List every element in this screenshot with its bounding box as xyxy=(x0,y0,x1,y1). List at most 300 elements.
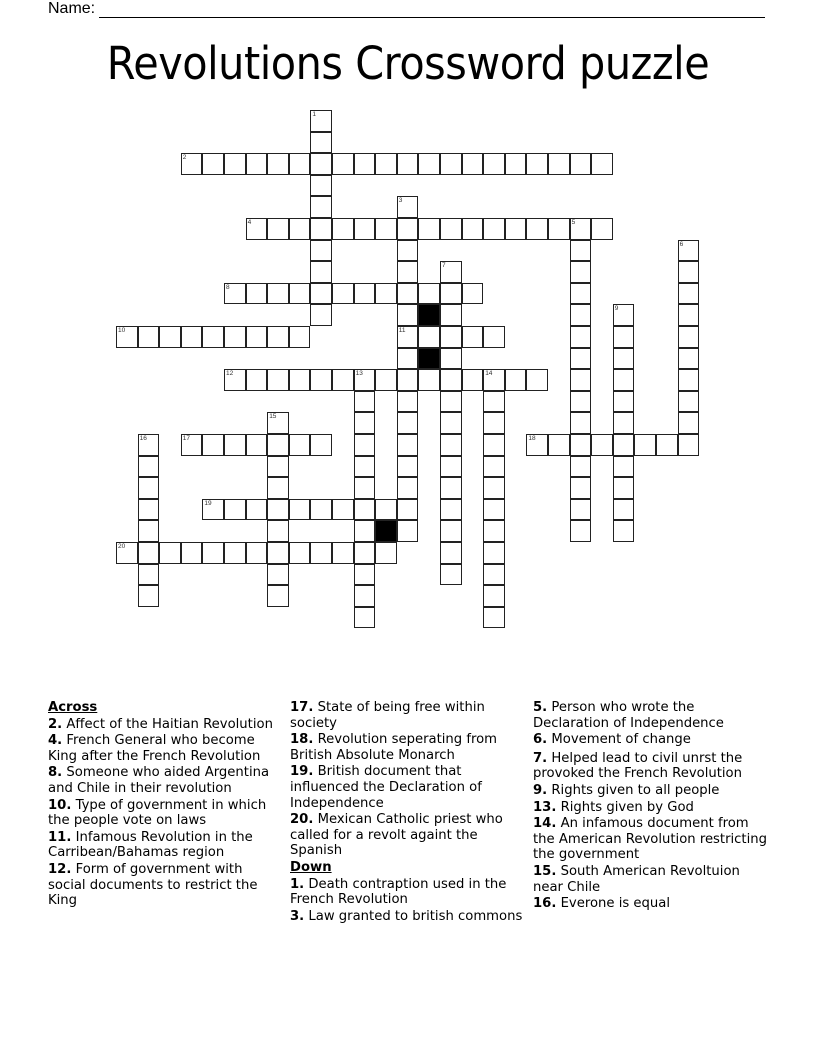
grid-cell[interactable] xyxy=(181,542,203,564)
grid-cell[interactable] xyxy=(397,283,419,305)
grid-cell[interactable] xyxy=(224,434,246,456)
clue-down-16 xyxy=(533,896,773,912)
clue-number: 8. xyxy=(48,765,63,781)
grid-cell[interactable] xyxy=(310,132,332,154)
grid-cell[interactable] xyxy=(181,326,203,348)
clue-number-label: 4 xyxy=(247,219,252,226)
grid-cell[interactable] xyxy=(202,326,224,348)
clues-column-3 xyxy=(533,700,773,913)
grid-cell[interactable] xyxy=(138,326,160,348)
clue-number: 16. xyxy=(533,896,557,912)
grid-cell[interactable] xyxy=(440,477,462,499)
grid-cell[interactable] xyxy=(289,542,311,564)
clue-across-18 xyxy=(290,732,526,763)
grid-cell[interactable] xyxy=(375,369,397,391)
grid-cell[interactable] xyxy=(483,456,505,478)
grid-cell[interactable] xyxy=(159,326,181,348)
grid-cell[interactable] xyxy=(570,326,592,348)
grid-cell[interactable] xyxy=(397,520,419,542)
grid-cell[interactable] xyxy=(310,218,332,240)
grid-cell[interactable] xyxy=(397,369,419,391)
grid-cell[interactable] xyxy=(224,153,246,175)
grid-cell[interactable] xyxy=(397,153,419,175)
grid-cell[interactable] xyxy=(570,391,592,413)
across-heading: Across xyxy=(48,700,98,715)
clue-number: 9. xyxy=(533,782,548,798)
grid-cell[interactable] xyxy=(202,434,224,456)
grid-cell[interactable] xyxy=(462,218,484,240)
grid-cell[interactable] xyxy=(462,153,484,175)
clue-number: 2. xyxy=(48,716,63,732)
grid-cell[interactable] xyxy=(483,542,505,564)
grid-cell[interactable] xyxy=(505,153,527,175)
clue-number: 11. xyxy=(48,829,72,845)
grid-cell[interactable] xyxy=(202,499,224,521)
grid-cell[interactable] xyxy=(267,369,289,391)
grid-cell[interactable] xyxy=(267,153,289,175)
grid-cell[interactable] xyxy=(613,456,635,478)
grid-cell[interactable] xyxy=(570,304,592,326)
grid-cell[interactable] xyxy=(224,369,246,391)
grid-cell[interactable] xyxy=(678,434,700,456)
grid-cell[interactable] xyxy=(289,499,311,521)
clue-number: 17. xyxy=(290,700,314,715)
clue-number: 19. xyxy=(290,764,314,780)
grid-cell[interactable] xyxy=(332,218,354,240)
clue-number-label: 5 xyxy=(571,219,576,226)
grid-cell[interactable] xyxy=(613,477,635,499)
grid-cell[interactable] xyxy=(289,283,311,305)
grid-cell[interactable] xyxy=(116,326,138,348)
down-heading: Down xyxy=(290,859,332,875)
grid-cell[interactable] xyxy=(418,283,440,305)
clue-number: 3. xyxy=(290,908,305,924)
grid-cell[interactable] xyxy=(375,153,397,175)
grid-cell[interactable] xyxy=(375,283,397,305)
clue-number-label: 1 xyxy=(312,111,317,118)
name-field[interactable] xyxy=(48,0,765,18)
black-cell xyxy=(418,348,440,370)
grid-cell[interactable] xyxy=(418,326,440,348)
clue-number-label: 10 xyxy=(118,327,126,334)
grid-cell[interactable] xyxy=(246,542,268,564)
clue-text: Death contraption used in the French Revolution xyxy=(290,876,507,908)
grid-cell[interactable] xyxy=(246,283,268,305)
grid-cell[interactable] xyxy=(613,499,635,521)
grid-cell[interactable] xyxy=(138,542,160,564)
grid-cell[interactable] xyxy=(440,261,462,283)
grid-cell[interactable] xyxy=(462,369,484,391)
grid-cell[interactable] xyxy=(397,326,419,348)
clue-across-10 xyxy=(48,798,284,829)
crossword-grid xyxy=(116,110,716,650)
grid-cell[interactable] xyxy=(570,240,592,262)
grid-cell[interactable] xyxy=(202,153,224,175)
clue-number-label: 16 xyxy=(139,435,147,442)
grid-cell[interactable] xyxy=(332,499,354,521)
grid-cell[interactable] xyxy=(289,434,311,456)
clue-down-14 xyxy=(533,816,773,863)
black-cell xyxy=(418,304,440,326)
grid-cell[interactable] xyxy=(440,348,462,370)
grid-cell[interactable] xyxy=(354,283,376,305)
clue-number-label: 20 xyxy=(118,543,126,550)
grid-cell[interactable] xyxy=(332,542,354,564)
grid-cell[interactable] xyxy=(138,564,160,586)
clue-across-19 xyxy=(290,764,526,811)
grid-cell[interactable] xyxy=(462,283,484,305)
clue-text: British document that influenced the Declaration of Independence xyxy=(290,764,482,811)
grid-cell[interactable] xyxy=(224,326,246,348)
grid-cell[interactable] xyxy=(354,542,376,564)
black-cell xyxy=(375,520,397,542)
grid-cell[interactable] xyxy=(613,369,635,391)
grid-cell[interactable] xyxy=(310,110,332,132)
grid-cell[interactable] xyxy=(678,326,700,348)
grid-cell[interactable] xyxy=(116,542,138,564)
grid-cell[interactable] xyxy=(138,456,160,478)
grid-cell[interactable] xyxy=(354,391,376,413)
grid-cell[interactable] xyxy=(570,369,592,391)
grid-cell[interactable] xyxy=(548,434,570,456)
grid-cell[interactable] xyxy=(440,564,462,586)
clue-across-4 xyxy=(48,733,284,764)
grid-cell[interactable] xyxy=(526,369,548,391)
grid-cell[interactable] xyxy=(483,369,505,391)
grid-cell[interactable] xyxy=(267,456,289,478)
grid-cell[interactable] xyxy=(310,240,332,262)
grid-cell[interactable] xyxy=(246,369,268,391)
clue-text: Law granted to british commons xyxy=(308,908,523,924)
grid-cell[interactable] xyxy=(310,283,332,305)
grid-cell[interactable] xyxy=(526,153,548,175)
grid-cell[interactable] xyxy=(246,326,268,348)
clue-text: Someone who aided Argentina and Chile in their revolution xyxy=(48,765,270,796)
grid-cell[interactable] xyxy=(462,326,484,348)
grid-cell[interactable] xyxy=(310,499,332,521)
clue-text: Type of government in which the people vote on laws xyxy=(48,797,267,829)
grid-cell[interactable] xyxy=(440,326,462,348)
grid-cell[interactable] xyxy=(138,477,160,499)
grid-cell[interactable] xyxy=(354,564,376,586)
grid-cell[interactable] xyxy=(246,434,268,456)
name-label: Name: xyxy=(48,0,96,17)
clue-text: Rights given by God xyxy=(560,799,694,815)
grid-cell[interactable] xyxy=(310,542,332,564)
grid-cell[interactable] xyxy=(483,585,505,607)
clue-down-1 xyxy=(290,877,526,908)
grid-cell[interactable] xyxy=(505,369,527,391)
grid-cell[interactable] xyxy=(591,218,613,240)
clue-number: 12. xyxy=(48,861,72,877)
grid-cell[interactable] xyxy=(354,520,376,542)
grid-cell[interactable] xyxy=(310,304,332,326)
clue-text: Form of government with social documents to restrict the King xyxy=(48,861,258,909)
grid-cell[interactable] xyxy=(246,218,268,240)
grid-cell[interactable] xyxy=(440,304,462,326)
grid-cell[interactable] xyxy=(418,153,440,175)
grid-cell[interactable] xyxy=(440,283,462,305)
clue-number-label: 11 xyxy=(398,327,406,334)
clue-number: 14. xyxy=(533,816,557,832)
grid-cell[interactable] xyxy=(613,304,635,326)
grid-cell[interactable] xyxy=(354,153,376,175)
clue-down-3 xyxy=(290,909,526,925)
grid-cell[interactable] xyxy=(483,218,505,240)
clue-down-15 xyxy=(533,864,773,895)
grid-cell[interactable] xyxy=(526,218,548,240)
grid-cell[interactable] xyxy=(570,477,592,499)
grid-cell[interactable] xyxy=(310,153,332,175)
grid-cell[interactable] xyxy=(332,283,354,305)
grid-cell[interactable] xyxy=(224,499,246,521)
grid-cell[interactable] xyxy=(375,218,397,240)
grid-cell[interactable] xyxy=(397,477,419,499)
grid-cell[interactable] xyxy=(397,348,419,370)
page-title: Revolutions Crossword puzzle xyxy=(106,37,710,90)
grid-cell[interactable] xyxy=(159,542,181,564)
grid-cell[interactable] xyxy=(397,261,419,283)
grid-cell[interactable] xyxy=(570,261,592,283)
grid-cell[interactable] xyxy=(181,153,203,175)
grid-cell[interactable] xyxy=(440,369,462,391)
clue-number: 5. xyxy=(533,700,548,715)
grid-cell[interactable] xyxy=(267,477,289,499)
grid-cell[interactable] xyxy=(138,499,160,521)
grid-cell[interactable] xyxy=(375,542,397,564)
grid-cell[interactable] xyxy=(332,369,354,391)
clue-text: Revolution seperating from British Absolute Monarch xyxy=(290,732,498,763)
clue-text: French General who become King after the French Revolution xyxy=(48,733,261,764)
grid-cell[interactable] xyxy=(656,434,678,456)
clue-number: 4. xyxy=(48,733,63,749)
grid-cell[interactable] xyxy=(613,412,635,434)
grid-cell[interactable] xyxy=(375,499,397,521)
grid-cell[interactable] xyxy=(570,499,592,521)
grid-cell[interactable] xyxy=(613,391,635,413)
grid-cell[interactable] xyxy=(246,153,268,175)
clue-text: State of being free within society xyxy=(290,700,485,731)
grid-cell[interactable] xyxy=(613,326,635,348)
grid-cell[interactable] xyxy=(397,499,419,521)
grid-cell[interactable] xyxy=(678,369,700,391)
grid-cell[interactable] xyxy=(224,283,246,305)
grid-cell[interactable] xyxy=(397,218,419,240)
grid-cell[interactable] xyxy=(418,218,440,240)
grid-cell[interactable] xyxy=(246,499,268,521)
clue-text: Everone is equal xyxy=(560,896,671,912)
grid-cell[interactable] xyxy=(570,520,592,542)
clue-down-13 xyxy=(533,800,773,816)
grid-cell[interactable] xyxy=(440,542,462,564)
grid-cell[interactable] xyxy=(310,434,332,456)
grid-cell[interactable] xyxy=(354,369,376,391)
clue-number-label: 13 xyxy=(355,370,363,378)
grid-cell[interactable] xyxy=(354,585,376,607)
clue-number: 18. xyxy=(290,732,314,748)
grid-cell[interactable] xyxy=(397,196,419,218)
clue-number-label: 9 xyxy=(614,305,619,313)
grid-cell[interactable] xyxy=(397,304,419,326)
grid-cell[interactable] xyxy=(267,585,289,607)
grid-cell[interactable] xyxy=(678,304,700,326)
grid-cell[interactable] xyxy=(267,218,289,240)
clue-number-label: 2 xyxy=(182,154,187,162)
clue-number-label: 17 xyxy=(182,435,191,442)
grid-cell[interactable] xyxy=(397,434,419,456)
clue-text: Mexican Catholic priest who called for a revolt againt the Spanish xyxy=(290,812,503,859)
clue-number-label: 15 xyxy=(269,413,277,421)
grid-cell[interactable] xyxy=(440,434,462,456)
clue-text: South American Revoltuion near Chile xyxy=(533,863,740,895)
grid-cell[interactable] xyxy=(483,607,505,629)
grid-cell[interactable] xyxy=(354,456,376,478)
grid-cell[interactable] xyxy=(267,434,289,456)
grid-cell[interactable] xyxy=(440,520,462,542)
grid-cell[interactable] xyxy=(354,218,376,240)
grid-cell[interactable] xyxy=(570,412,592,434)
grid-cell[interactable] xyxy=(678,391,700,413)
grid-cell[interactable] xyxy=(591,153,613,175)
grid-cell[interactable] xyxy=(570,456,592,478)
clue-number-label: 12 xyxy=(226,370,234,378)
clue-down-9 xyxy=(533,783,773,799)
grid-cell[interactable] xyxy=(483,434,505,456)
clues-column-2 xyxy=(290,700,526,925)
grid-cell[interactable] xyxy=(267,326,289,348)
grid-cell[interactable] xyxy=(440,218,462,240)
clue-across-20 xyxy=(290,812,526,859)
grid-cell[interactable] xyxy=(332,153,354,175)
clue-text: Helped lead to civil unrst the provoked the French Revolution xyxy=(533,750,743,782)
clue-number-label: 6 xyxy=(679,240,684,248)
grid-cell[interactable] xyxy=(483,564,505,586)
clue-text: Rights given to all people xyxy=(551,782,720,798)
clue-down-6 xyxy=(533,732,773,748)
grid-cell[interactable] xyxy=(310,175,332,197)
clue-text: Movement of change xyxy=(551,732,691,748)
grid-cell[interactable] xyxy=(289,369,311,391)
clue-number: 10. xyxy=(48,797,72,813)
grid-cell[interactable] xyxy=(570,283,592,305)
clue-down-5 xyxy=(533,700,773,731)
grid-cell[interactable] xyxy=(181,434,203,456)
grid-cell[interactable] xyxy=(678,283,700,305)
grid-cell[interactable] xyxy=(138,585,160,607)
grid-cell[interactable] xyxy=(397,412,419,434)
grid-cell[interactable] xyxy=(591,434,613,456)
grid-cell[interactable] xyxy=(570,434,592,456)
grid-cell[interactable] xyxy=(570,218,592,240)
grid-cell[interactable] xyxy=(440,456,462,478)
grid-cell[interactable] xyxy=(678,348,700,370)
grid-cell[interactable] xyxy=(354,412,376,434)
grid-cell[interactable] xyxy=(483,499,505,521)
clue-number: 1. xyxy=(290,876,305,892)
grid-cell[interactable] xyxy=(289,218,311,240)
grid-cell[interactable] xyxy=(483,412,505,434)
grid-cell[interactable] xyxy=(570,153,592,175)
grid-cell[interactable] xyxy=(354,607,376,629)
grid-cell[interactable] xyxy=(289,326,311,348)
clue-across-12 xyxy=(48,862,284,909)
clue-number-label: 14 xyxy=(485,370,493,378)
grid-cell[interactable] xyxy=(138,434,160,456)
grid-cell[interactable] xyxy=(440,499,462,521)
clue-number: 15. xyxy=(533,863,557,879)
grid-cell[interactable] xyxy=(483,326,505,348)
clue-text: Affect of the Haitian Revolution xyxy=(66,716,273,732)
grid-cell[interactable] xyxy=(440,412,462,434)
clue-across-11 xyxy=(48,830,284,861)
grid-cell[interactable] xyxy=(483,153,505,175)
clue-text: An infamous document from the American Revolution restricting the government xyxy=(533,816,768,863)
grid-cell[interactable] xyxy=(267,412,289,434)
clue-number: 7. xyxy=(533,750,548,766)
grid-cell[interactable] xyxy=(397,240,419,262)
grid-cell[interactable] xyxy=(570,348,592,370)
clue-text: Infamous Revolution in the Carribean/Bahamas region xyxy=(48,829,253,861)
clue-across-8 xyxy=(48,765,284,796)
grid-cell[interactable] xyxy=(267,499,289,521)
clues-column-1 xyxy=(48,700,284,910)
grid-cell[interactable] xyxy=(440,153,462,175)
grid-cell[interactable] xyxy=(397,391,419,413)
clue-number-label: 18 xyxy=(528,435,536,442)
grid-cell[interactable] xyxy=(354,477,376,499)
grid-cell[interactable] xyxy=(289,153,311,175)
grid-cell[interactable] xyxy=(397,456,419,478)
clue-across-2 xyxy=(48,717,284,733)
grid-cell[interactable] xyxy=(483,391,505,413)
grid-cell[interactable] xyxy=(310,369,332,391)
clue-number-label: 3 xyxy=(398,197,403,205)
grid-cell[interactable] xyxy=(613,520,635,542)
grid-cell[interactable] xyxy=(310,261,332,283)
grid-cell[interactable] xyxy=(310,196,332,218)
grid-cell[interactable] xyxy=(526,434,548,456)
name-underline[interactable] xyxy=(99,3,765,18)
grid-cell[interactable] xyxy=(548,218,570,240)
grid-cell[interactable] xyxy=(138,520,160,542)
grid-cell[interactable] xyxy=(202,542,224,564)
grid-cell[interactable] xyxy=(613,434,635,456)
grid-cell[interactable] xyxy=(267,520,289,542)
grid-cell[interactable] xyxy=(440,391,462,413)
grid-cell[interactable] xyxy=(678,261,700,283)
grid-cell[interactable] xyxy=(634,434,656,456)
grid-cell[interactable] xyxy=(505,218,527,240)
grid-cell[interactable] xyxy=(678,240,700,262)
grid-cell[interactable] xyxy=(418,369,440,391)
clue-across-17 xyxy=(290,700,526,731)
clue-number: 6. xyxy=(533,732,548,748)
grid-cell[interactable] xyxy=(224,542,246,564)
grid-cell[interactable] xyxy=(267,564,289,586)
grid-cell[interactable] xyxy=(267,283,289,305)
clue-text: Person who wrote the Declaration of Independence xyxy=(533,700,724,731)
grid-cell[interactable] xyxy=(483,520,505,542)
grid-cell[interactable] xyxy=(483,477,505,499)
grid-cell[interactable] xyxy=(613,348,635,370)
grid-cell[interactable] xyxy=(354,434,376,456)
clue-number: 20. xyxy=(290,812,314,828)
grid-cell[interactable] xyxy=(548,153,570,175)
clue-number-label: 19 xyxy=(204,499,212,507)
grid-cell[interactable] xyxy=(678,412,700,434)
grid-cell[interactable] xyxy=(267,542,289,564)
grid-cell[interactable] xyxy=(354,499,376,521)
